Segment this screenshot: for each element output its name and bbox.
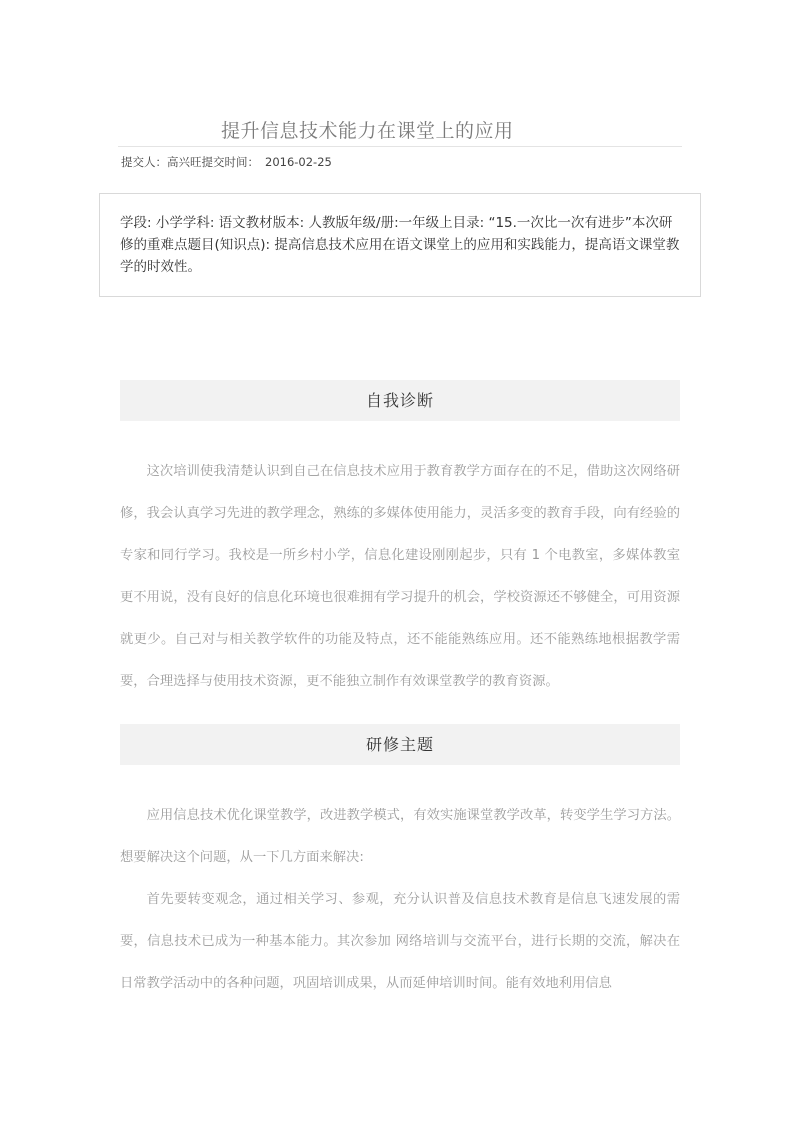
submitter-label: 提交人：高兴旺提交时间： xyxy=(121,155,259,169)
course-info-box: 学段: 小学学科: 语文教材版本: 人教版年级/册:一年级上目录: “15.一次比一次有进步”本次研修的重难点题目(知识点): 提高信息技术应用在语文课堂上的应用和实践能力，提高语文课堂教学的时效性。 xyxy=(99,193,701,297)
study-theme-paragraph: 应用信息技术优化课堂教学，改进教学模式，有效实施课堂教学改革，转变学生学习方法。想要解决这个问题，从一下几方面来解决: xyxy=(120,808,680,865)
section-heading-study-theme: 研修主题 xyxy=(120,724,680,765)
self-diagnosis-paragraph: 这次培训使我清楚认识到自己在信息技术应用于教育教学方面存在的不足，借助这次网络研修，我会认真学习先进的教学理念，熟练的多媒体使用能力，灵活多变的教育手段，向有经验的专家和同行学习。我校是一所乡村小学，信息化建设刚刚起步，只有 1 个电教室，多媒体教室更不用说，没有良好的信息化环境也很难拥有学习提升的机会，学校资源还不够健全，可用资源就更少。自己对与相关教学软件的功能及特点，还不能能熟练应用。还不能熟练地根据教学需要，合理选择与使用技术资源，更不能独立制作有效课堂教学的教育资源。 xyxy=(120,464,680,689)
submission-meta xyxy=(121,154,332,170)
title-divider xyxy=(118,146,682,147)
study-theme-paragraph: 首先要转变观念，通过相关学习、参观，充分认识普及信息技术教育是信息飞速发展的需要，信息技术已成为一种基本能力。其次参加 网络培训与交流平台，进行长期的交流，解决在日常教学活动中的各种问题，巩固培训成果，从而延伸培训时间。能有效地利用信息 xyxy=(120,892,680,991)
page-title: 提升信息技术能力在课堂上的应用 xyxy=(221,120,514,142)
section-heading-self-diagnosis: 自我诊断 xyxy=(120,380,680,421)
submission-date: 2016-02-25 xyxy=(265,155,332,169)
